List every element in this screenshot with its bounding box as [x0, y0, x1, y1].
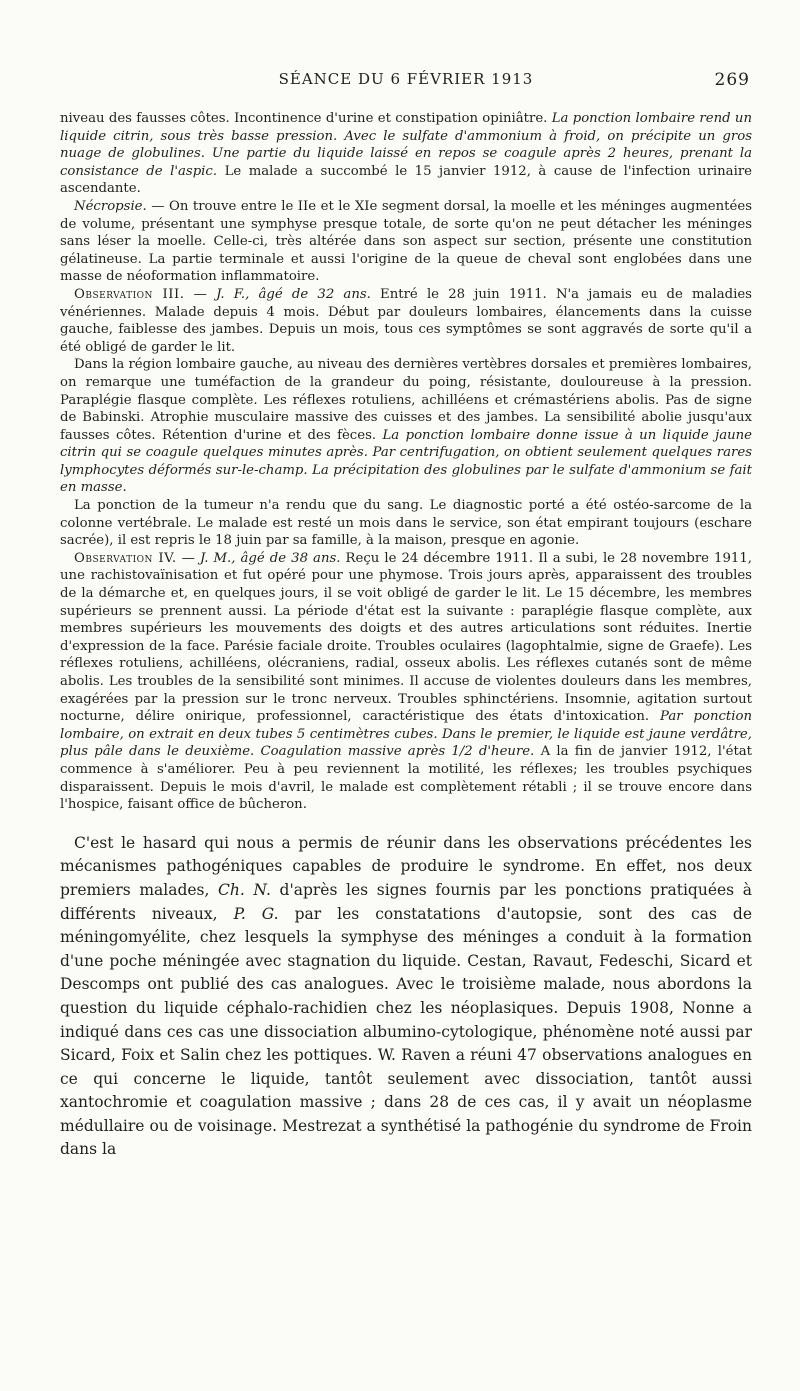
page-number: 269	[714, 70, 750, 90]
text-run: Entré le 28 juin 1911. N'a jamais eu de maladies vénériennes. Malade depuis 4 mois. Début par douleurs lombaires, élancements dans la cuisse gauche, faiblesse des jambes. Depuis un mois, tous ces symptômes se sont aggravés de sorte qu'il a été obligé de garder le lit.	[60, 286, 752, 355]
paragraph-discussion	[60, 832, 752, 1162]
text-run: — On trouve entre le IIe et le XIe segment dorsal, la moelle et les méninges augmentées de volume, présentant une symphyse presque totale, de sorte qu'on ne peut détacher les méninges sans léser la moelle. Celle-ci, très altérée dans son aspect sur section, présente une constitution gélatineuse. La partie terminale et aussi l'origine de la queue de cheval sont englobées dans une masse de néoformation inflammatoire.	[60, 198, 752, 285]
text-run: A la fin de janvier 1912, l'état commence à s'améliorer. Peu à peu reviennent la motilité, les réflexes; les troubles psychiques disparaissent. Depuis le mois d'avril, le malade est complètement rétabli ; il se trouve encore dans l'hospice, faisant office de bûcheron.	[60, 744, 752, 813]
paragraph-observation-iii	[60, 286, 752, 356]
main-text-section	[60, 832, 752, 1162]
paragraph-ponction-tumeur	[60, 497, 752, 550]
text-run: Le malade a succombé le 15 janvier 1912, à cause de l'infection urinaire ascendante.	[60, 163, 752, 197]
text-run: par les constatations d'autopsie, sont des cas de méningomyélite, chez lesquels la symphyse des méninges a conduit à la formation d'une poche méningée avec stagnation du liquide. Cestan, Ravaut, Fedeschi, Sicard et Descomps ont publié des cas analogues. Avec le troisième malade, nous abordons la question du liquide céphalo-rachidien chez les néoplasiques. Depuis 1908, Nonne a indiqué dans ces cas une dissociation albumino-cytologique, phénomène noté aussi par Sicard, Foix et Salin chez les pottiques. W. Raven a réuni 47 observations analogues en ce qui concerne le liquide, tantôt seulement avec dissociation, tantôt aussi xantochromie et coagulation massive ; dans 28 de ces cas, il y avait un néoplasme médullaire ou de voisinage. Mestrezat a synthétisé la pathogénie du syndrome de Froin dans la	[60, 904, 752, 1159]
text-run: La ponction de la tumeur n'a rendu que du sang. Le diagnostic porté a été ostéo-sarcome de la colonne vertébrale. Le malade est resté un mois dans le service, son état empirant toujours (eschare sacrée), il est repris le 18 juin par sa famille, à la maison, presque en agonie.	[60, 498, 752, 549]
paragraph-region-lombaire	[60, 356, 752, 497]
text-run: C'est le hasard qui nous a permis de réunir dans les observations précédentes les mécanismes pathogéniques capables de produire le syndrome. En effet, nos deux premiers malades,	[60, 833, 752, 899]
italic-run: — J. M., âgé de 38 ans.	[176, 550, 341, 566]
italic-run: Ch. N.	[218, 880, 271, 899]
small-print-section	[60, 110, 752, 814]
observation-label: Observation IV.	[74, 550, 177, 566]
text-run: d'après les signes fournis par les ponctions pratiquées à différents niveaux,	[60, 880, 752, 923]
text-run: Reçu le 24 décembre 1911. Il a subi, le 28 novembre 1911, une rachistovaïnisation et fut opéré pour une phymose. Trois jours après, apparaissent des troubles de la démarche et, en quelques jours, il se voit obligé de garder le lit. Le 15 décembre, les membres supérieurs se prennent aussi. La période d'état est la suivante : paraplégie flasque complète, aux membres supérieurs les mouvements des doigts et des autres articulations sont réduites. Inertie d'expression de la face. Parésie faciale droite. Troubles oculaires (lagophtalmie, signe de Graefe). Les réflexes rotuliens, achilléens, olécraniens, radial, osseux abolis. Les réflexes cutanés sont de même abolis. Les troubles de la sensibilité sont minimes. Il accuse de violentes douleurs dans les membres, exagérées par la pression sur le tronc nerveux. Troubles sphinctériens. Insomnie, agitation surtout nocturne, délire onirique, professionnel, caractéristique des états d'intoxication.	[60, 550, 752, 725]
paragraph-observation-iv	[60, 550, 752, 814]
italic-run: La ponction lombaire donne issue à un liquide jaune citrin qui se coagule quelques minutes après. Par centrifugation, on obtient seulement quelques rares lymphocytes déformés sur-le-champ. La précipitation des globulines par le sulfate d'ammonium se fait en masse.	[60, 427, 753, 496]
paragraph-case-continuation	[60, 110, 752, 198]
running-title: SÉANCE DU 6 FÉVRIER 1913	[278, 70, 534, 88]
running-head	[60, 70, 752, 94]
italic-run: La ponction lombaire rend un liquide citrin, sous très basse pression. Avec le sulfate d'ammonium à froid, on précipite un gros nuage de globulines. Une partie du liquide laissé en repos se coagule après 2 heures, prenant la consistance de l'aspic.	[60, 111, 752, 179]
paragraph-necropsie	[60, 198, 752, 286]
text-run: niveau des fausses côtes. Incontinence d'urine et constipation opiniâtre.	[60, 111, 552, 126]
text-run: Dans la région lombaire gauche, au niveau des dernières vertèbres dorsales et premières lombaires, on remarque une tuméfaction de la grandeur du poing, résistante, douloureuse à la pression. Paraplégie flasque complète. Les réflexes rotuliens, achilléens et crémastériens abolis. Pas de signe de Babinski. Atrophie musculaire massive des cuisses et des jambes. La sensibilité abolie jusqu'aux fausses côtes. Rétention d'urine et des fèces.	[60, 357, 752, 443]
italic-run: Par ponction lombaire, on extrait en deux tubes 5 centimètres cubes. Dans le premier, le liquide est jaune verdâtre, plus pâle dans le deuxième. Coagulation massive après 1/2 d'heure.	[60, 709, 752, 760]
observation-label: Observation III.	[74, 286, 185, 302]
italic-run: — J. F., âgé de 32 ans.	[184, 286, 371, 302]
italic-run: P. G.	[233, 904, 279, 923]
italic-run: Nécropsie.	[74, 198, 147, 214]
